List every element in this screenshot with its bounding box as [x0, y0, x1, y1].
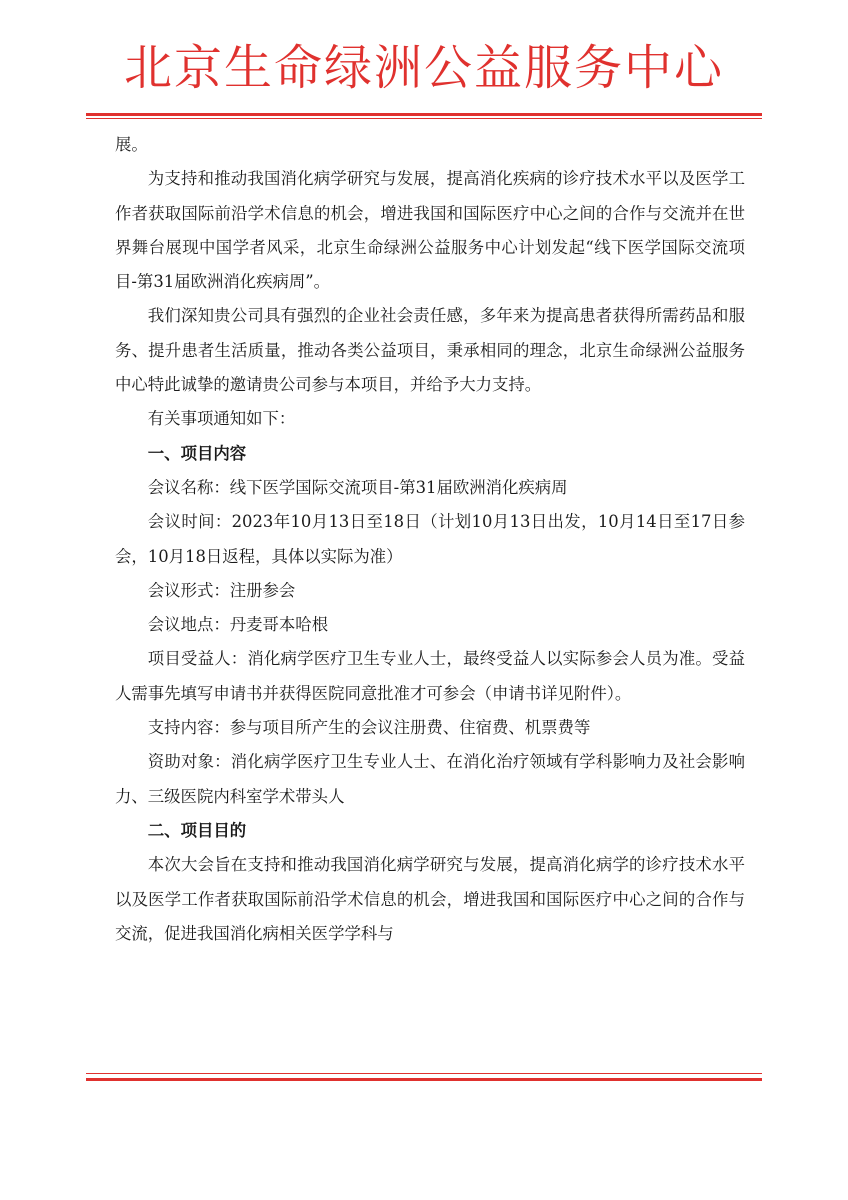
letter-body [115, 128, 745, 951]
support-content: 支持内容：参与项目所产生的会议注册费、住宿费、机票费等 [147, 718, 591, 738]
letterhead-title: 北京生命绿洲公益服务中心 [123, 40, 724, 96]
section-heading-purpose: 二、项目目的 [147, 820, 247, 840]
paragraph-purpose: 本次大会旨在支持和推动我国消化病学研究与发展，提高消化病学的诊疗技术水平以及医学工作者获取国际前沿学术信息的机会，增进我国和国际医疗中心之间的合作与交流，促进我国消化病相关医学学科与 [115, 855, 745, 943]
paragraph-support: 为支持和推动我国消化病学研究与发展，提高消化疾病的诊疗技术水平以及医学工作者获取国际前沿学术信息的机会，增进我国和国际医疗中心之间的合作与交流并在世界舞台展现中国学者风采，北京生命绿洲公益服务中心计划发起“线下医学国际交流项目-第31届欧洲消化疾病周”。 [115, 169, 745, 292]
header-rule-thick [86, 113, 762, 116]
footer-rule-thin [86, 1073, 762, 1074]
project-beneficiary: 项目受益人：消化病学医疗卫生专业人士，最终受益人以实际参会人员为准。受益人需事先填写申请书并获得医院同意批准才可参会（申请书详见附件）。 [115, 649, 745, 703]
header-rule-thin [86, 118, 762, 119]
continuation-text: 展。 [115, 135, 148, 154]
meeting-location: 会议地点：丹麦哥本哈根 [147, 615, 329, 635]
meeting-name: 会议名称：线下医学国际交流项目-第31届欧洲消化疾病周 [147, 477, 568, 497]
meeting-format: 会议形式：注册参会 [147, 580, 296, 600]
paragraph-invitation: 我们深知贵公司具有强烈的企业社会责任感，多年来为提高患者获得所需药品和服务、提升患者生活质量，推动各类公益项目，秉承相同的理念，北京生命绿洲公益服务中心特此诚挚的邀请贵公司参与本项目，并给予大力支持。 [115, 306, 745, 395]
meeting-time: 会议时间：2023年10月13日至18日（计划10月13日出发，10月14日至17日参会，10月18日返程，具体以实际为准） [115, 512, 745, 566]
funding-target: 资助对象：消化病学医疗卫生专业人士、在消化治疗领域有学科影响力及社会影响力、三级医院内科室学术带头人 [115, 752, 745, 806]
notice-intro: 有关事项通知如下： [147, 409, 296, 429]
section-heading-content: 一、项目内容 [147, 443, 247, 463]
footer-rule-thick [86, 1078, 762, 1081]
